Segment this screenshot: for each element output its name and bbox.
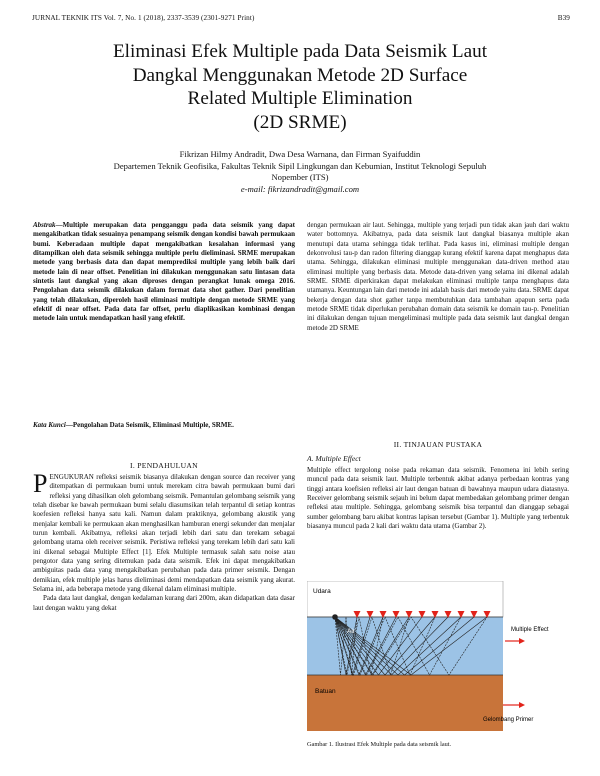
multiple-effect-illustration bbox=[307, 581, 571, 731]
keywords bbox=[33, 421, 295, 430]
author-email: e-mail: fikrizandradit@gmail.com bbox=[240, 183, 360, 194]
right-column-paragraph: dengan permukaan air laut. Sehingga, multiple yang terjadi pun tidak akan jauh dari waktu water bottomnya. Akibatnya, pada data seismik laut dangkal biasanya multiple akan menutupi data utama sehingga tidak terlihat. Pada kasus ini, eliminasi multiple dengan dekonvolusi tau-p dan radon filtering dianggap kurang efektif karena dapat menghapus data utama. Sehingga, dilakukan eliminasi multiple menggunakan data-driven method atau eliminasi multiple yang berbasis data. Metode data-driven yang selama ini dikenal adalah SRME. SRME diperkirakan dapat melakukan eliminasi multiple tanpa menghapus data utamanya. Keuntungan lain dari metode ini adalah basis dari metode yaitu data. SRME dapat bekerja dengan data shot gather tanpa membutuhkan data tambahan apapun serta pada metode SRME tidak diperlukan perubahan domain data seismik ke domain tau-p. Penelitian ini dilakukan dengan tujuan mengeliminasi multiple pada data seismik laut dangkal dengan metode 2D SRME bbox=[307, 221, 569, 332]
title-line-3: Related Multiple Elimination bbox=[187, 88, 413, 109]
intro-paragraph-2: Pada data laut dangkal, dengan kedalaman kurang dari 200m, akan didapatkan data dasar laut dengan waktu yang dekat bbox=[33, 594, 295, 612]
running-header bbox=[32, 14, 570, 22]
figure-1-caption: Gambar 1. Ilustrasi Efek Multiple pada data seismik laut. bbox=[307, 741, 452, 748]
batuan-label: Batuan bbox=[315, 688, 336, 695]
batuan-layer bbox=[307, 675, 503, 731]
title-line-4: (2D SRME) bbox=[253, 111, 347, 133]
multiple-effect-paragraph: Multiple effect tergolong noise pada rekaman data seismik. Fenomena ini lebih sering muncul pada data seismik laut. Multiple terbentuk akibat adanya perbedaan kontras yang tinggi antara koefisien refleksi air laut dengan batuan di bawahnya maupun udara diatasnya. Receiver gelombang seismik sejauh ini belum dapat membedakan gelombang primer dengan refleksi atau multiple. Sehingga, gelombang seismik bisa terpantul dan dianggap sebagai sumber gelombang baru akibat kontras lapisan tersebut (Gambar 1). Multiple yang terbentuk biasanya muncul pada 2 kali dari waktu data utama (Gambar 2). bbox=[307, 466, 569, 531]
gelombang-primer-label: Gelombang Primer bbox=[483, 717, 534, 723]
air-label: Air bbox=[347, 628, 355, 635]
keywords-label: Kata Kunci bbox=[33, 421, 66, 429]
title-line-1: Eliminasi Efek Multiple pada Data Seismik Laut bbox=[112, 41, 488, 62]
journal-info: JURNAL TEKNIK ITS Vol. 7, No. 1 (2018), 2337-3539 (2301-9271 Print) bbox=[32, 14, 255, 22]
drop-cap: P bbox=[33, 469, 48, 498]
author-block bbox=[40, 149, 560, 195]
affiliation-line-2: Nopember (ITS) bbox=[271, 172, 329, 182]
introduction-body bbox=[33, 469, 295, 613]
title-line-2: Dangkal Menggunakan Metode 2D Surface bbox=[132, 64, 468, 86]
figure-1 bbox=[307, 581, 571, 731]
paper-title bbox=[40, 40, 560, 134]
primer-legend-arrow bbox=[519, 702, 525, 708]
affiliation-line-1: Departemen Teknik Geofisika, Fakultas Teknik Sipil Lingkungan dan Kebumian, Institut Teknologi Sepuluh bbox=[113, 160, 487, 171]
intro-paragraph-1 bbox=[33, 469, 295, 594]
multiple-effect-label: Multiple Effect bbox=[511, 627, 549, 633]
author-names: Fikrizan Hilmy Andradit, Dwa Desa Warnana, dan Firman Syaifuddin bbox=[179, 149, 421, 159]
udara-label: Udara bbox=[313, 588, 331, 595]
subsection-heading: A. Multiple Effect bbox=[307, 454, 361, 463]
abstract bbox=[33, 221, 295, 324]
page-number: B39 bbox=[557, 14, 570, 22]
section-2-heading: II. TINJAUAN PUSTAKA bbox=[393, 440, 483, 449]
abstract-text: —Multiple merupakan data pengganggu pada data seismik yang dapat mengakibatkan tidak sesuainya penampang seismik dengan kondisi bawah permukaan bumi. Keberadaan multiple dapat mengakibatkan kesalahan informasi yang ditampilkan oleh data seismik sehingga multiple perlu dieliminasi. SRME merupakan metode yang berbasis data dan dapat memprediksi multiple yang lebih baik dari metode lain di near offset. Penelitian ini dilakukan menggunakan satu lintasan data sintetis laut dangkal yang akan diproses dengan perangkat lunak omega 2016. Pengolahan data seismik dilakukan dalam format data shot gather. Dari penelitian yang telah dilakukan, diperoleh hasil eliminasi multiple dengan metode SRME yang efektif di near offset. Pada data far offset, perlu diaplikasikan kombinasi dengan metode lain untuk mendapatkan hasil yang efektif. bbox=[33, 221, 295, 323]
multiple-legend-arrow bbox=[519, 638, 525, 644]
abstract-label: Abstrak bbox=[33, 221, 56, 229]
intro-paragraph-1-text: ENGUKURAN refleksi seismik biasanya dilakukan dengan source dan receiver yang ditempatkan di permukaan bumi untuk merekam citra bawah permukaan bumi dari refleksi yang dihasilkan oleh gelombang seismik. Pemantulan gelombang seismik yang telah disebar ke bawah permukaan bumi selalu diasumsikan telah terpantul di setiap kontras koefesien refleksi hanya satu kali. Namun dalam praktiknya, gelombang akustik yang menjalar kembali ke permukaan akan menghasilkan hamburan energi sekunder dan menjalar turun kembali. Akibatnya, refleksi akan terjadi lebih dari satu dan terekam sebagai gelombang utama oleh receiver seismik. Peristiwa refleksi yang terekam lebih dari satu kali ini dikenal sebagai Multiple Effect [1]. Efek Multiple termasuk salah satu noise atau pengotor data yang sering ditemukan pada data seismik. Efek ini dapat mengakibatkan ambiguitas pada data yang mengakibatkan perubahan pada data primer seismik. Dengan demikian, efek multiple jelas harus dieliminasi demi mendapatkan data seismik yang akurat. Selama ini, ada beberapa metode yang dikenal dalam eliminasi multiple. bbox=[33, 473, 295, 594]
section-1-heading: I. PENDAHULUAN bbox=[130, 461, 198, 470]
keywords-text: —Pengolahan Data Seismik, Eliminasi Multiple, SRME. bbox=[65, 421, 234, 429]
source-marker bbox=[333, 615, 338, 620]
